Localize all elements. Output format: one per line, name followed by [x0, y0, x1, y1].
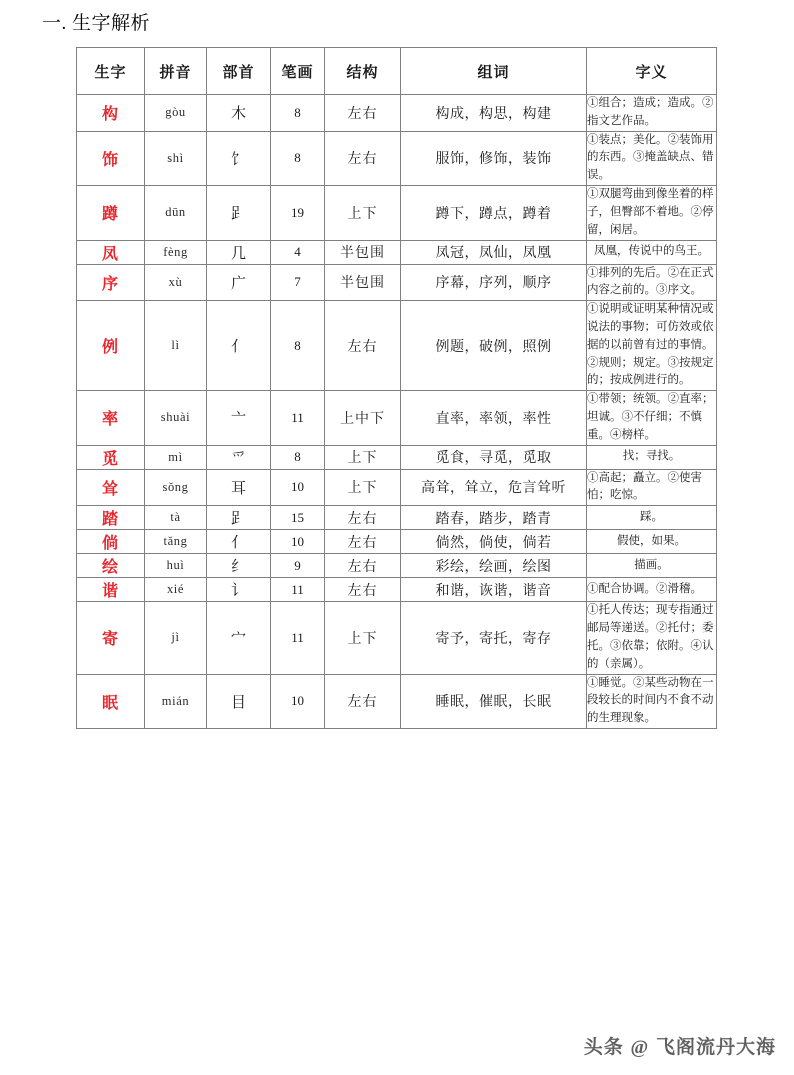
cell-pinyin: jì: [145, 602, 207, 674]
cell-zi: 寄: [77, 602, 145, 674]
table-row: [77, 391, 717, 445]
cell-ziyi: ①睡觉。②某些动物在一段较长的时间内不食不动的生理现象。: [587, 674, 717, 728]
cell-bihua: 8: [271, 95, 325, 132]
cell-bushou: 亠: [207, 391, 271, 445]
cell-ziyi: ①排列的先后。②在正式内容之前的。③序文。: [587, 264, 717, 301]
cell-jiegou: 左右: [325, 131, 401, 185]
cell-bihua: 7: [271, 264, 325, 301]
cell-pinyin: mì: [145, 445, 207, 469]
column-header-jiegou: 结构: [325, 48, 401, 95]
table-row: [77, 186, 717, 240]
cell-ziyi: ①双腿弯曲到像坐着的样子，但臀部不着地。②停留，闲居。: [587, 186, 717, 240]
table-row: [77, 445, 717, 469]
cell-pinyin: lì: [145, 301, 207, 391]
table-row: [77, 506, 717, 530]
cell-ziyi: ①托人传达；现专指通过邮局等递送。②托付；委托。③依靠；依附。④认的（亲属）。: [587, 602, 717, 674]
watermark-at-symbol: @: [630, 1037, 650, 1058]
cell-pinyin: fèng: [145, 240, 207, 264]
cell-ziyi: 踩。: [587, 506, 717, 530]
cell-zuci: 踏春，踏步，踏青: [401, 506, 587, 530]
cell-zuci: 服饰，修饰，装饰: [401, 131, 587, 185]
watermark-prefix: 头条: [583, 1037, 624, 1058]
cell-pinyin: gòu: [145, 95, 207, 132]
cell-bushou: 讠: [207, 578, 271, 602]
cell-bihua: 10: [271, 530, 325, 554]
character-analysis-table: [76, 47, 717, 729]
watermark-handle: 飞阁流丹大海: [655, 1037, 776, 1058]
cell-bihua: 4: [271, 240, 325, 264]
column-header-bushou: 部首: [207, 48, 271, 95]
page-title: 一. 生字解析: [42, 13, 151, 34]
cell-pinyin: xù: [145, 264, 207, 301]
cell-pinyin: tà: [145, 506, 207, 530]
cell-pinyin: xié: [145, 578, 207, 602]
cell-zuci: 寄予，寄托，寄存: [401, 602, 587, 674]
cell-bihua: 10: [271, 469, 325, 506]
cell-bihua: 8: [271, 445, 325, 469]
cell-jiegou: 上中下: [325, 391, 401, 445]
cell-bihua: 11: [271, 602, 325, 674]
table-row: [77, 469, 717, 506]
cell-bushou: 广: [207, 264, 271, 301]
cell-ziyi: ①带领；统领。②直率；坦诚。③不仔细；不慎重。④榜样。: [587, 391, 717, 445]
table-body: [77, 95, 717, 729]
cell-zuci: 倘然，倘使，倘若: [401, 530, 587, 554]
cell-bushou: 亻: [207, 301, 271, 391]
cell-jiegou: 半包围: [325, 264, 401, 301]
column-header-bihua: 笔画: [271, 48, 325, 95]
table-row: [77, 554, 717, 578]
cell-bihua: 9: [271, 554, 325, 578]
cell-jiegou: 左右: [325, 506, 401, 530]
cell-ziyi: 描画。: [587, 554, 717, 578]
cell-bihua: 19: [271, 186, 325, 240]
column-header-ziyi: 字义: [587, 48, 717, 95]
table-row: [77, 264, 717, 301]
cell-zuci: 构成，构思，构建: [401, 95, 587, 132]
cell-bihua: 10: [271, 674, 325, 728]
cell-jiegou: 上下: [325, 602, 401, 674]
cell-zuci: 蹲下，蹲点，蹲着: [401, 186, 587, 240]
cell-ziyi: ①配合协调。②滑稽。: [587, 578, 717, 602]
cell-bushou: 亻: [207, 530, 271, 554]
character-table-container: [76, 47, 716, 729]
cell-zi: 眠: [77, 674, 145, 728]
cell-zuci: 高耸，耸立，危言耸听: [401, 469, 587, 506]
cell-bihua: 8: [271, 301, 325, 391]
table-row: [77, 578, 717, 602]
cell-bushou: 饣: [207, 131, 271, 185]
cell-zi: 觅: [77, 445, 145, 469]
cell-bushou: 目: [207, 674, 271, 728]
table-row: [77, 95, 717, 132]
cell-pinyin: sǒng: [145, 469, 207, 506]
column-header-zuci: 组词: [401, 48, 587, 95]
cell-pinyin: huì: [145, 554, 207, 578]
cell-zuci: 睡眠，催眠，长眠: [401, 674, 587, 728]
cell-zuci: 序幕，序列，顺序: [401, 264, 587, 301]
cell-bushou: 几: [207, 240, 271, 264]
cell-zuci: 彩绘，绘画，绘图: [401, 554, 587, 578]
cell-bihua: 11: [271, 578, 325, 602]
cell-zuci: 直率，率领，率性: [401, 391, 587, 445]
table-header: [77, 48, 717, 95]
table-row: [77, 674, 717, 728]
cell-jiegou: 左右: [325, 554, 401, 578]
cell-pinyin: dūn: [145, 186, 207, 240]
cell-bushou: 宀: [207, 602, 271, 674]
cell-bushou: 木: [207, 95, 271, 132]
cell-zuci: 例题，破例，照例: [401, 301, 587, 391]
cell-zi: 蹲: [77, 186, 145, 240]
table-row: [77, 301, 717, 391]
cell-bushou: 𧾷: [207, 506, 271, 530]
cell-bihua: 8: [271, 131, 325, 185]
table-row: [77, 131, 717, 185]
table-row: [77, 530, 717, 554]
cell-ziyi: ①说明或证明某种情况或说法的事物；可仿效或依据的以前曾有过的事情。②规则；规定。③按规定的；按成例进行的。: [587, 301, 717, 391]
cell-ziyi: 凤凰，传说中的鸟王。: [587, 240, 717, 264]
cell-bushou: 𧾷: [207, 186, 271, 240]
cell-ziyi: 假使，如果。: [587, 530, 717, 554]
cell-bihua: 15: [271, 506, 325, 530]
cell-jiegou: 左右: [325, 530, 401, 554]
cell-zi: 率: [77, 391, 145, 445]
table-header-row: [77, 48, 717, 95]
cell-jiegou: 上下: [325, 469, 401, 506]
cell-ziyi: ①组合；造成；造成。②指文艺作品。: [587, 95, 717, 132]
cell-jiegou: 上下: [325, 445, 401, 469]
cell-pinyin: shì: [145, 131, 207, 185]
cell-zi: 凤: [77, 240, 145, 264]
cell-jiegou: 左右: [325, 578, 401, 602]
cell-bushou: 爫: [207, 445, 271, 469]
cell-pinyin: shuài: [145, 391, 207, 445]
table-row: [77, 240, 717, 264]
cell-jiegou: 左右: [325, 674, 401, 728]
cell-bihua: 11: [271, 391, 325, 445]
cell-jiegou: 左右: [325, 301, 401, 391]
cell-zi: 踏: [77, 506, 145, 530]
cell-zi: 谐: [77, 578, 145, 602]
cell-zi: 构: [77, 95, 145, 132]
cell-bushou: 纟: [207, 554, 271, 578]
cell-pinyin: mián: [145, 674, 207, 728]
cell-jiegou: 左右: [325, 95, 401, 132]
cell-zi: 例: [77, 301, 145, 391]
table-row: [77, 602, 717, 674]
cell-ziyi: ①高起；矗立。②使害怕；吃惊。: [587, 469, 717, 506]
cell-bushou: 耳: [207, 469, 271, 506]
watermark: [584, 1032, 776, 1059]
cell-zi: 序: [77, 264, 145, 301]
cell-zuci: 觅食，寻觅，觅取: [401, 445, 587, 469]
column-header-pinyin: 拼音: [145, 48, 207, 95]
cell-zi: 倘: [77, 530, 145, 554]
cell-zi: 绘: [77, 554, 145, 578]
column-header-zi: 生字: [77, 48, 145, 95]
cell-pinyin: tǎng: [145, 530, 207, 554]
cell-zuci: 和谐，诙谐，谐音: [401, 578, 587, 602]
cell-jiegou: 半包围: [325, 240, 401, 264]
cell-zi: 耸: [77, 469, 145, 506]
cell-zi: 饰: [77, 131, 145, 185]
cell-zuci: 凤冠，凤仙，凤凰: [401, 240, 587, 264]
cell-jiegou: 上下: [325, 186, 401, 240]
cell-ziyi: ①装点；美化。②装饰用的东西。③掩盖缺点、错误。: [587, 131, 717, 185]
cell-ziyi: 找；寻找。: [587, 445, 717, 469]
